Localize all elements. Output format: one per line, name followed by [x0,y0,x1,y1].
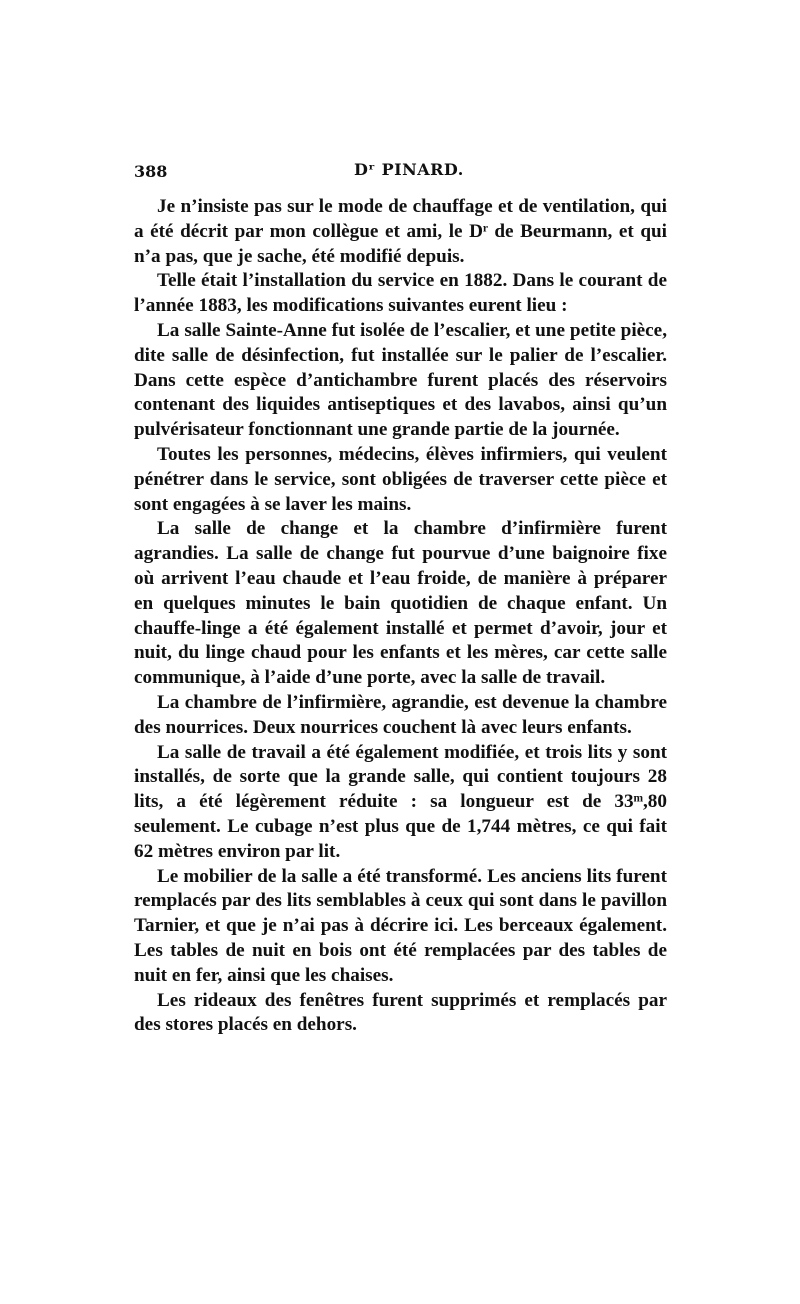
paragraph-disinfection-room: La salle Sainte-Anne fut isolée de l’escalier, et une petite pièce, dite salle de désinfection, fut installée sur le palier de l’escalier. Dans cette espèce d’antichambre furent placés des réservoirs contenant des liquides antiseptiques et des lavabos, ainsi qu’un pulvérisateur fonctionnant une grande partie de la journée. [134,319,667,441]
running-head: Dʳ PINARD. [354,160,464,179]
body-text [134,195,667,1038]
paragraph-personnel: Toutes les personnes, médecins, élèves infirmiers, qui veulent pénétrer dans le service, sont obligées de traverser cette pièce et sont engagées à se laver les mains. [134,443,667,515]
paragraph-curtains: Les rideaux des fenêtres furent supprimés et remplacés par des stores placés en dehors. [134,989,667,1036]
paragraph-change-room: La salle de change et la chambre d’infirmière furent agrandies. La salle de change fut pourvue d’une baignoire fixe où arrivent l’eau chaude et l’eau froide, de manière à préparer en quelques minutes le bain quotidien de chaque enfant. Un chauffe-linge a été également installé et permet d’avoir, jour et nuit, du linge chaud pour les enfants et les mères, car cette salle communique, à l’aide d’une porte, avec la salle de travail. [134,518,667,689]
paragraph-heating: Je n’insiste pas sur le mode de chauffage et de ventilation, qui a été décrit par mon collègue et ami, le Dʳ de Beurmann, et qui n’a pas, que je sache, été modifié depuis. [134,196,667,267]
page-number: 388 [134,162,168,181]
paragraph-installation-1882: Telle était l’installation du service en 1882. Dans le courant de l’année 1883, les modifications suivantes eurent lieu : [134,270,667,317]
paragraph-nurses-room: La chambre de l’infirmière, agrandie, est devenue la chambre des nourrices. Deux nourrices couchent là avec leurs enfants. [134,691,667,738]
page-header [134,160,667,184]
paragraph-labor-room: La salle de travail a été également modifiée, et trois lits y sont installés, de sorte que la grande salle, qui contient toujours 28 lits, a été légèrement réduite : sa longueur est de 33ᵐ,80 seulement. Le cubage n’est plus que de 1,744 mètres, ce qui fait 62 mètres environ par lit. [134,741,667,862]
paragraph-furniture: Le mobilier de la salle a été transformé. Les anciens lits furent remplacés par des lits semblables à ceux qui sont dans le pavillon Tarnier, et que je n’ai pas à décrire ici. Les berceaux également. Les tables de nuit en bois ont été remplacées par des tables de nuit en fer, ainsi que les chaises. [134,865,667,986]
